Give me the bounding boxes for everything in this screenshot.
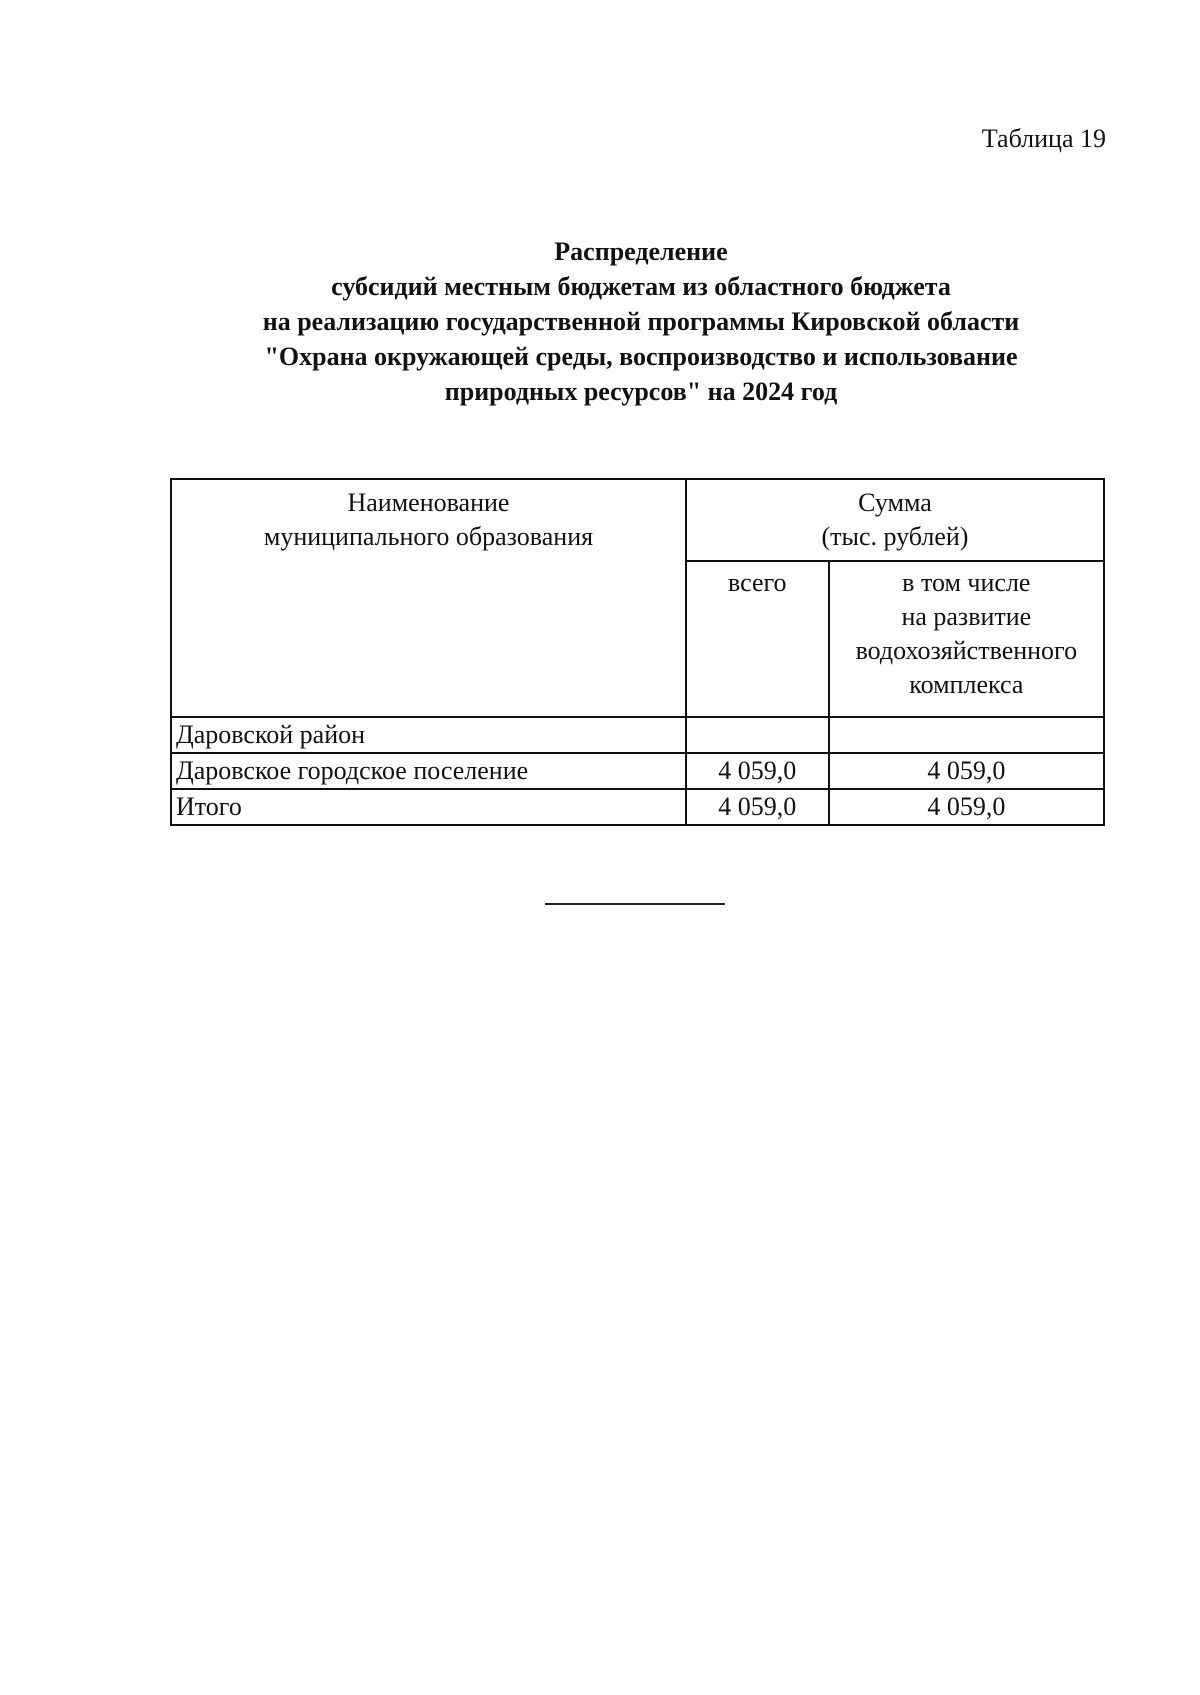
title-line: субсидий местным бюджетам из областного бюджета xyxy=(331,272,951,301)
header-text: Сумма xyxy=(858,488,932,517)
table-row-total xyxy=(171,789,1104,825)
table-header-row xyxy=(171,479,1104,561)
header-text: (тыс. рублей) xyxy=(821,522,969,551)
row-water: 4 059,0 xyxy=(829,753,1104,789)
header-total: всего xyxy=(686,561,829,717)
row-total xyxy=(686,717,829,753)
end-rule-divider xyxy=(545,903,725,905)
header-text: на развитие xyxy=(901,602,1032,631)
header-sum xyxy=(686,479,1104,561)
row-name: Даровское городское поселение xyxy=(171,753,686,789)
subsidy-table xyxy=(170,478,1105,826)
title-line: "Охрана окружающей среды, воспроизводство и использование xyxy=(264,342,1018,371)
header-water-complex xyxy=(829,561,1104,717)
row-total: 4 059,0 xyxy=(686,789,829,825)
row-name: Итого xyxy=(171,789,686,825)
header-text: водохозяйственного xyxy=(855,636,1078,665)
title-line: на реализацию государственной программы Кировской области xyxy=(262,307,1020,336)
table-number: Таблица 19 xyxy=(981,124,1106,153)
header-text: Наименование xyxy=(347,488,510,517)
title-line: Распределение xyxy=(554,237,728,266)
title-line: природных ресурсов" на 2024 год xyxy=(444,377,838,406)
row-name: Даровской район xyxy=(171,717,686,753)
header-text: в том числе xyxy=(902,568,1031,597)
header-text: комплекса xyxy=(909,670,1024,699)
row-water xyxy=(829,717,1104,753)
row-water: 4 059,0 xyxy=(829,789,1104,825)
table-row xyxy=(171,717,1104,753)
row-total: 4 059,0 xyxy=(686,753,829,789)
header-municipality xyxy=(171,479,686,717)
table-row xyxy=(171,753,1104,789)
header-text: муниципального образования xyxy=(263,522,594,551)
document-title xyxy=(150,234,1132,409)
